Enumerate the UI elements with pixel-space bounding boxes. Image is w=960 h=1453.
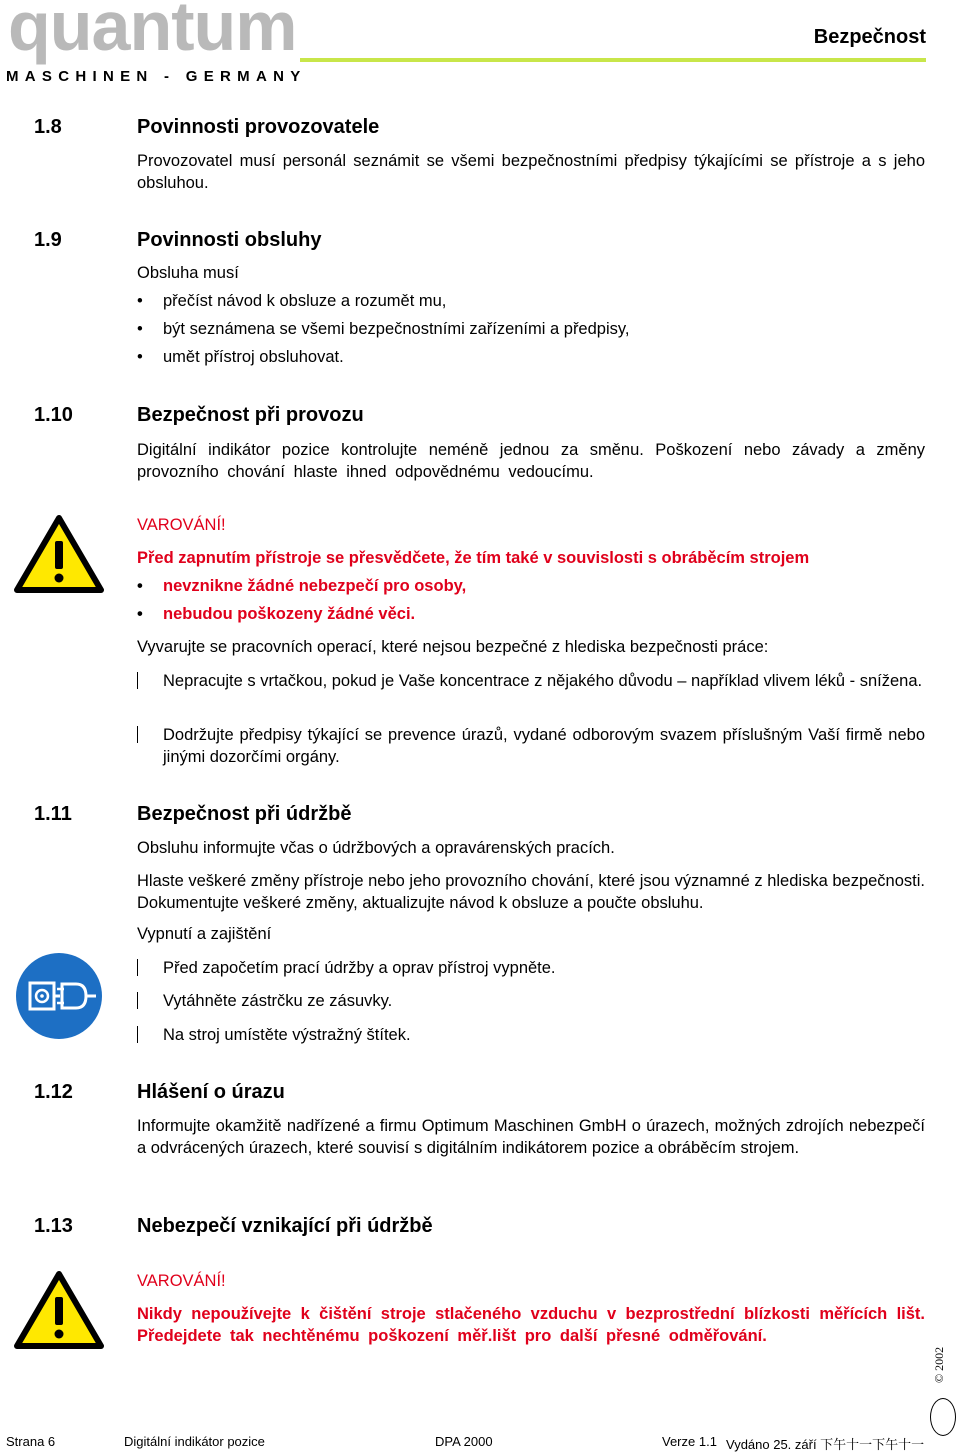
list-item <box>137 604 415 625</box>
circle-mark <box>930 1398 956 1436</box>
paragraph: Vyvarujte se pracovních operací, které nejsou bezpečné z hlediska bezpečnosti práce: <box>137 638 769 656</box>
list-item <box>137 319 630 340</box>
bullet-icon: • <box>137 292 143 310</box>
bar-marker <box>137 992 138 1009</box>
list-item <box>137 291 446 312</box>
logo-subtitle: MASCHINEN - GERMANY <box>6 68 307 85</box>
page-title: Bezpečnost <box>813 26 926 48</box>
list-item-text: Před započetím prací údržby a oprav přístroj vypněte. <box>163 959 556 977</box>
paragraph: Provozovatel musí personál seznámit se všemi bezpečnostními předpisy týkajícími se přístroje a s jeho obsluhou. <box>137 152 925 192</box>
section-number: 1.12 <box>34 1081 73 1103</box>
list-item-text: Na stroj umístěte výstražný štítek. <box>163 1026 411 1044</box>
footer-model: DPA 2000 <box>435 1434 493 1449</box>
list-item <box>137 576 466 597</box>
footer-page: Strana 6 <box>6 1434 56 1449</box>
paragraph: Obsluha musí <box>137 264 239 282</box>
footer-issued: Vydáno 25. září 下午十一下午十一 <box>726 1437 925 1452</box>
section-title: Bezpečnost při provozu <box>137 404 364 426</box>
warning-label: VAROVÁNÍ! <box>137 1272 226 1290</box>
list-item-text: umět přístroj obsluhovat. <box>163 348 344 366</box>
list-item-text: být seznámena se všemi bezpečnostními zařízeními a předpisy, <box>163 320 630 338</box>
list-item-text: nevznikne žádné nebezpečí pro osoby, <box>163 577 467 595</box>
section-number: 1.9 <box>34 229 62 251</box>
paragraph: Informujte okamžitě nadřízené a firmu Optimum Maschinen GmbH o úrazech, možných zdrojích nebezpečí a odvrácených úrazech, které souvisí s digitálním indikátorem pozice a obráběcím strojem. <box>137 1117 925 1157</box>
section-title: Nebezpečí vznikající při údržbě <box>137 1215 433 1237</box>
warning-label: VAROVÁNÍ! <box>137 516 226 534</box>
warning-triangle-icon <box>14 1271 104 1349</box>
bar-marker <box>137 726 138 743</box>
list-item <box>137 958 925 980</box>
list-item <box>137 671 925 693</box>
list-item-text: Dodržujte předpisy týkající se prevence úrazů, vydané odborovým svazem příslušným Vaší firmě nebo jinými dozorčími orgány. <box>163 726 925 766</box>
disconnect-plug-icon <box>14 951 104 1041</box>
list-item-text: nebudou poškozeny žádné věci. <box>163 605 416 623</box>
paragraph: Obsluhu informujte včas o údržbových a opravárenských pracích. <box>137 839 615 857</box>
list-item-text: Nepracujte s vrtačkou, pokud je Vaše koncentrace z nějakého důvodu – například vlivem léků - snížena. <box>163 672 923 690</box>
bar-marker <box>137 959 138 976</box>
section-number: 1.8 <box>34 116 62 138</box>
bar-marker <box>137 1026 138 1043</box>
section-number: 1.13 <box>34 1215 73 1237</box>
footer-version: Verze 1.1 <box>662 1434 717 1449</box>
bar-marker <box>137 672 138 689</box>
warning-text: Před zapnutím přístroje se přesvědčete, že tím také v souvislosti s obráběcím strojem <box>137 549 810 567</box>
list-item-text: Vytáhněte zástrčku ze zásuvky. <box>163 992 393 1010</box>
logo-wordmark: quantum <box>8 0 297 65</box>
section-title: Bezpečnost při údržbě <box>137 803 352 825</box>
paragraph: Hlaste veškeré změny přístroje nebo jeho provozního chování, které jsou významné z hlediska bezpečnosti. Dokumentujte veškeré změny, aktualizujte návod k obsluze a poučte obsluhu. <box>137 872 925 912</box>
section-title: Povinnosti provozovatele <box>137 116 380 138</box>
footer-product: Digitální indikátor pozice <box>124 1434 265 1449</box>
section-number: 1.11 <box>34 803 72 825</box>
list-item <box>137 347 344 368</box>
list-item-text: přečíst návod k obsluze a rozumět mu, <box>163 292 447 310</box>
section-title: Hlášení o úrazu <box>137 1081 285 1103</box>
list-item <box>137 1025 925 1047</box>
bullet-icon: • <box>137 577 143 595</box>
paragraph: Digitální indikátor pozice kontrolujte neméně jednou za směnu. Poškození nebo závady a změny provozního chování hlaste ihned odpovědnému vedoucímu. <box>137 441 925 481</box>
warning-triangle-icon <box>14 515 104 593</box>
list-item <box>137 991 925 1013</box>
bullet-icon: • <box>137 320 143 338</box>
list-item <box>137 725 925 768</box>
section-title: Povinnosti obsluhy <box>137 229 322 251</box>
warning-text: Nikdy nepoužívejte k čištění stroje stlačeného vzduchu v bezprostřední blízkosti měřících lišt. Předejdete tak nechtěnému poškození měř.lišt pro další přesné odměřování. <box>137 1305 925 1345</box>
paragraph: Vypnutí a zajištění <box>137 925 272 943</box>
bullet-icon: • <box>137 348 143 366</box>
copyright-mark: © 2002 <box>932 1346 946 1383</box>
header-rule <box>300 58 926 62</box>
section-number: 1.10 <box>34 404 73 426</box>
bullet-icon: • <box>137 605 143 623</box>
